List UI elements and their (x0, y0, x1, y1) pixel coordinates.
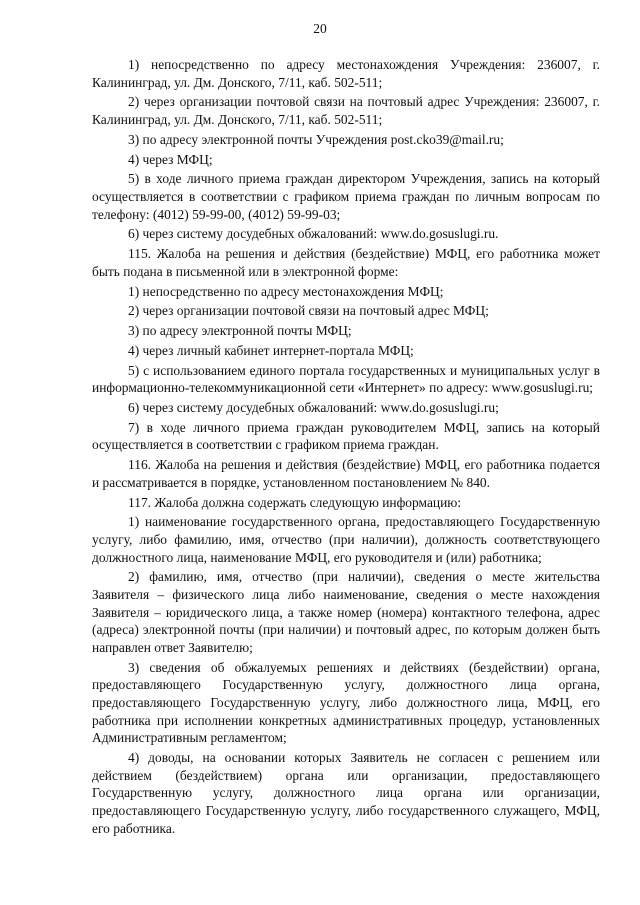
paragraph-8: 1) непосредственно по адресу местонахождения МФЦ; (128, 283, 444, 299)
paragraph-10: 3) по адресу электронной почты МФЦ; (128, 323, 352, 339)
paragraph-15: 116. Жалоба на решения и действия (бездействие) МФЦ, его работника подается и рассматривается в порядке, установленном постановлением № 840. (92, 457, 600, 490)
paragraph-17: 1) наименование государственного органа, предоставляющего Государственную услугу, либо фамилию, имя, отчество (при наличии), должность соответствующего должностного лица, наименование МФЦ, его руководителя и (или) работника; (92, 514, 600, 565)
paragraph-11: 4) через личный кабинет интернет-портала МФЦ; (128, 342, 414, 358)
document-body (92, 56, 600, 839)
page-number: 20 (313, 21, 327, 36)
paragraph-6: 6) через систему досудебных обжалований: www.do.gosuslugi.ru. (128, 226, 499, 242)
paragraph-14: 7) в ходе личного приема граждан руководителем МФЦ, запись на который осуществляется в соответствии с графиком приема граждан. (92, 419, 600, 453)
paragraph-1: 1) непосредственно по адресу местонахождения Учреждения: 236007, г. Калининград, ул. Дм. Донского, 7/11, каб. 502-511; (92, 57, 600, 90)
paragraph-20: 4) доводы, на основании которых Заявитель не согласен с решением или действием (бездействием) органа или организации, предоставляющего Государственную услугу, должностного лица органа или организации, предоставляющего Государственную услугу, либо государственного служащего, МФЦ, его работника. (92, 750, 600, 836)
paragraph-3: 3) по адресу электронной почты Учреждения post.cko39@mail.ru; (128, 131, 504, 147)
paragraph-12: 5) с использованием единого портала государственных и муниципальных услуг в информационно-телекоммуникационной сети «Интернет» по адресу: www.gosuslugi.ru; (92, 362, 600, 396)
paragraph-2: 2) через организации почтовой связи на почтовый адрес Учреждения: 236007, г. Калининград, ул. Дм. Донского, 7/11, каб. 502-511; (92, 94, 600, 128)
paragraph-16: 117. Жалоба должна содержать следующую информацию: (128, 494, 462, 510)
paragraph-5: 5) в ходе личного приема граждан директором Учреждения, запись на который осуществляется в соответствии с графиком приема граждан по личным вопросам по телефону: (4012) 59-99-00, (4012) 59-99-03; (92, 171, 600, 222)
paragraph-9: 2) через организации почтовой связи на почтовый адрес МФЦ; (128, 303, 489, 319)
paragraph-4: 4) через МФЦ; (128, 151, 213, 167)
paragraph-7: 115. Жалоба на решения и действия (бездействие) МФЦ, его работника может быть подана в письменной или в электронной форме: (92, 246, 600, 279)
paragraph-19: 3) сведения об обжалуемых решениях и действиях (бездействии) органа, предоставляющего Государственную услугу, должностного лица органа, предоставляющего Государственную услугу, либо должностного лица, МФЦ, его работника при исполнении конкретных административных процедур, установленных Административным регламентом; (92, 659, 600, 746)
paragraph-18: 2) фамилию, имя, отчество (при наличии), сведения о месте жительства Заявителя – физического лица либо наименование, сведения о месте нахождения Заявителя – юридического лица, а также номер (номера) контактного телефона, адрес (адреса) электронной почты (при наличии) и почтовый адрес, по которым должен быть направлен ответ Заявителю; (92, 569, 600, 655)
paragraph-13: 6) через систему досудебных обжалований: www.do.gosuslugi.ru; (128, 399, 499, 415)
